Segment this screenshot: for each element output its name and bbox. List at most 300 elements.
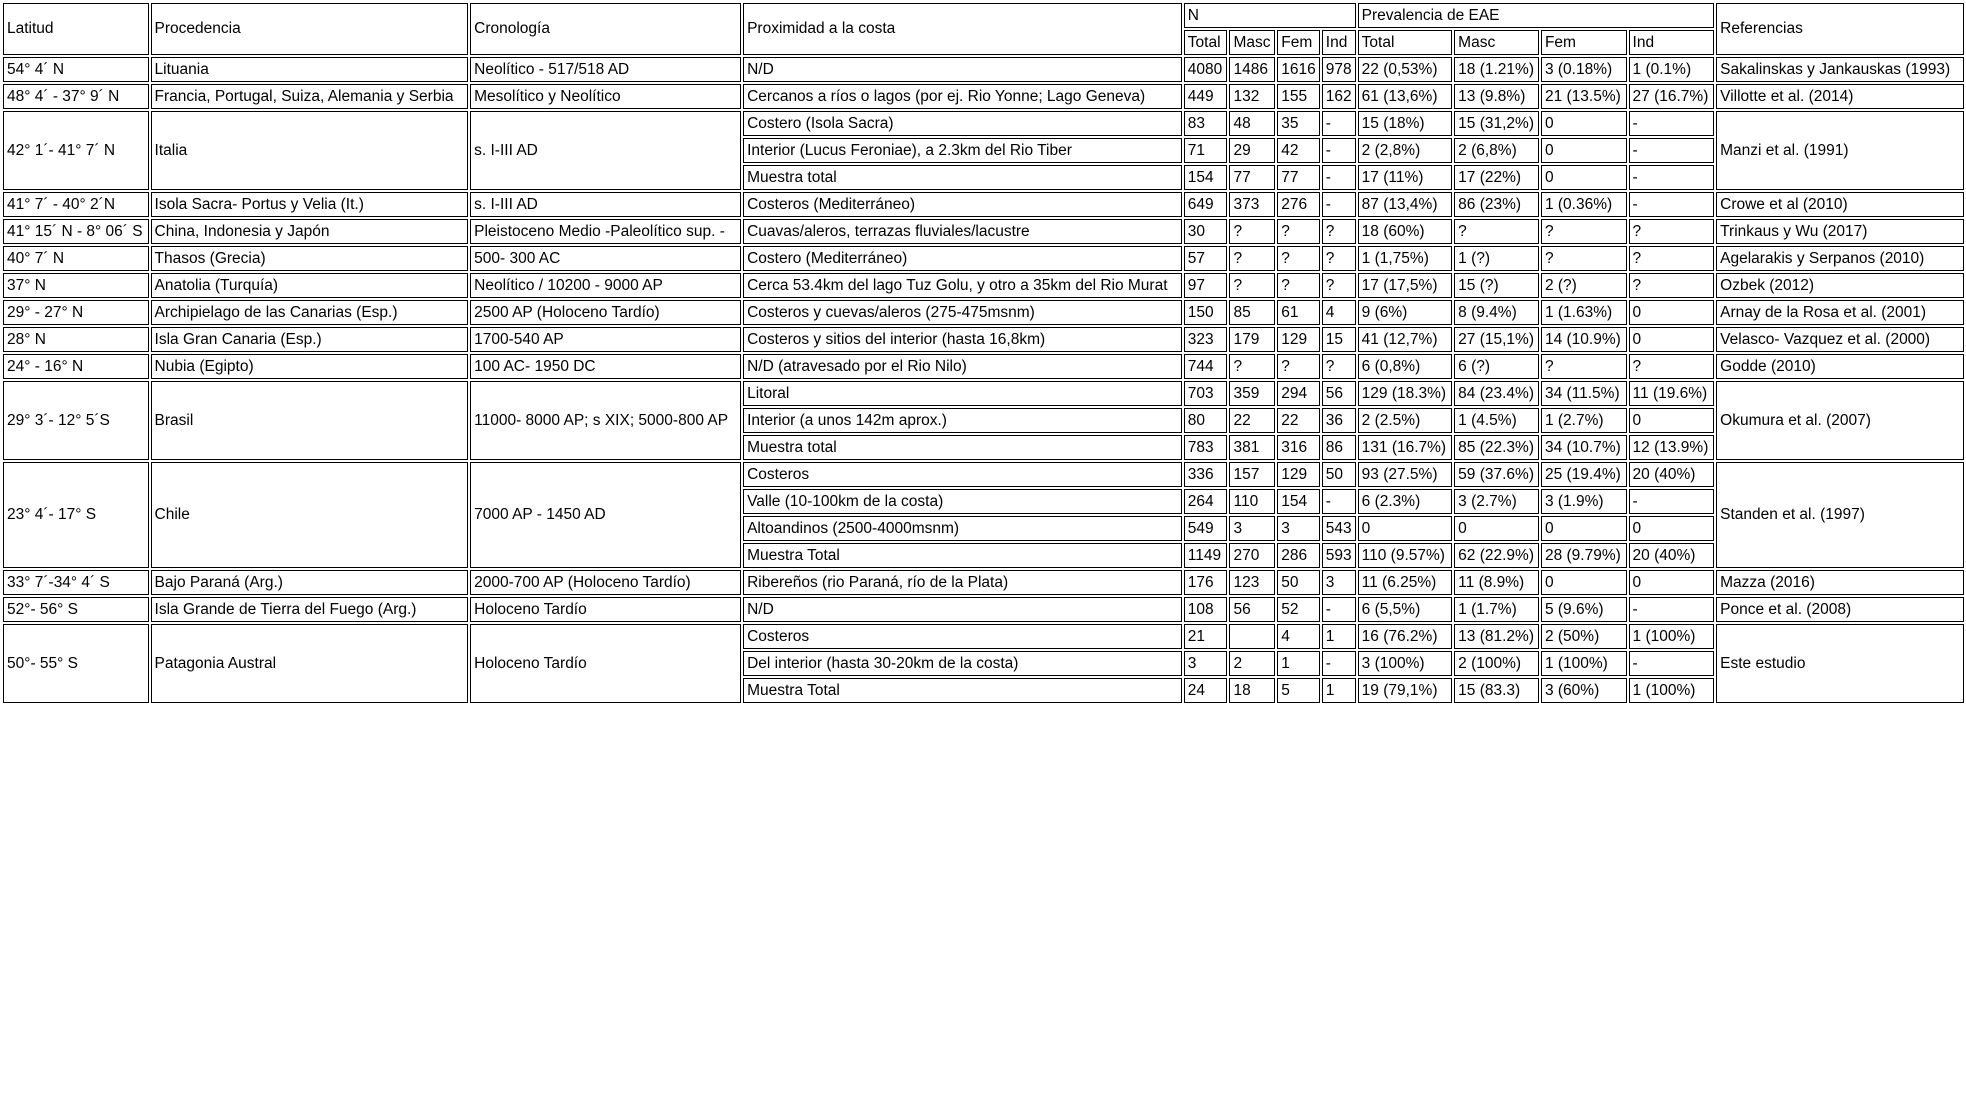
cell-n-masc: 56 <box>1229 597 1275 622</box>
cell-prev-total: 2 (2.5%) <box>1358 408 1453 433</box>
cell-proximidad: Muestra Total <box>743 543 1182 568</box>
cell-n-ind: 1 <box>1322 678 1356 703</box>
cell-n-ind: 543 <box>1322 516 1356 541</box>
subheader-prev-total: Total <box>1358 30 1453 55</box>
cell-prev-total: 9 (6%) <box>1358 300 1453 325</box>
data-table <box>1 1 1966 705</box>
cell-referencia: Arnay de la Rosa et al. (2001) <box>1716 300 1964 325</box>
table-row <box>3 381 1964 406</box>
cell-latitud: 28° N <box>3 327 149 352</box>
cell-n-masc: 179 <box>1229 327 1275 352</box>
cell-n-masc: 85 <box>1229 300 1275 325</box>
cell-n-masc: 1486 <box>1229 57 1275 82</box>
header-procedencia: Procedencia <box>151 3 469 55</box>
cell-proximidad: Litoral <box>743 381 1182 406</box>
cell-n-fem: 5 <box>1277 678 1319 703</box>
cell-n-masc: 18 <box>1229 678 1275 703</box>
cell-prev-fem: 2 (50%) <box>1541 624 1627 649</box>
cell-latitud: 33° 7´-34° 4´ S <box>3 570 149 595</box>
cell-n-fem: 4 <box>1277 624 1319 649</box>
table-row <box>3 219 1964 244</box>
cell-n-fem: 1 <box>1277 651 1319 676</box>
cell-n-masc: 48 <box>1229 111 1275 136</box>
cell-n-ind: 50 <box>1322 462 1356 487</box>
cell-prev-masc: 13 (9.8%) <box>1454 84 1539 109</box>
cell-proximidad: Interior (a unos 142m aprox.) <box>743 408 1182 433</box>
table-row <box>3 273 1964 298</box>
cell-prev-fem: 34 (11.5%) <box>1541 381 1627 406</box>
table-row <box>3 192 1964 217</box>
cell-prev-fem: 14 (10.9%) <box>1541 327 1627 352</box>
table-row <box>3 327 1964 352</box>
cell-proximidad: Cerca 53.4km del lago Tuz Golu, y otro a 35km del Rio Murat <box>743 273 1182 298</box>
cell-n-ind: 36 <box>1322 408 1356 433</box>
cell-prev-total: 0 <box>1358 516 1453 541</box>
cell-proximidad: Costero (Isola Sacra) <box>743 111 1182 136</box>
cell-n-masc: 270 <box>1229 543 1275 568</box>
cell-procedencia: Thasos (Grecia) <box>151 246 469 271</box>
cell-prev-ind: 20 (40%) <box>1629 462 1715 487</box>
cell-prev-total: 61 (13,6%) <box>1358 84 1453 109</box>
cell-prev-ind: 11 (19.6%) <box>1629 381 1715 406</box>
cell-n-fem: 61 <box>1277 300 1319 325</box>
cell-prev-total: 1 (1,75%) <box>1358 246 1453 271</box>
cell-prev-ind: 20 (40%) <box>1629 543 1715 568</box>
cell-prev-total: 18 (60%) <box>1358 219 1453 244</box>
cell-prev-total: 41 (12,7%) <box>1358 327 1453 352</box>
header-proximidad: Proximidad a la costa <box>743 3 1182 55</box>
cell-referencia: Mazza (2016) <box>1716 570 1964 595</box>
cell-n-ind: 3 <box>1322 570 1356 595</box>
cell-proximidad: Cercanos a ríos o lagos (por ej. Rio Yonne; Lago Geneva) <box>743 84 1182 109</box>
cell-cronologia: s. I-III AD <box>470 111 741 190</box>
cell-prev-ind: 0 <box>1629 570 1715 595</box>
cell-n-fem: 129 <box>1277 462 1319 487</box>
cell-n-total: 71 <box>1184 138 1228 163</box>
cell-n-fem: 77 <box>1277 165 1319 190</box>
cell-procedencia: Italia <box>151 111 469 190</box>
cell-prev-ind: - <box>1629 489 1715 514</box>
header-latitud: Latitud <box>3 3 149 55</box>
cell-latitud: 24° - 16° N <box>3 354 149 379</box>
cell-prev-masc: 1 (?) <box>1454 246 1539 271</box>
cell-prev-ind: 1 (100%) <box>1629 678 1715 703</box>
cell-n-masc: 373 <box>1229 192 1275 217</box>
cell-referencia: Villotte et al. (2014) <box>1716 84 1964 109</box>
cell-latitud: 48° 4´ - 37° 9´ N <box>3 84 149 109</box>
cell-prev-fem: 21 (13.5%) <box>1541 84 1627 109</box>
cell-n-total: 1149 <box>1184 543 1228 568</box>
cell-prev-total: 87 (13,4%) <box>1358 192 1453 217</box>
cell-prev-ind: 1 (0.1%) <box>1629 57 1715 82</box>
cell-prev-ind: - <box>1629 111 1715 136</box>
cell-procedencia: Francia, Portugal, Suiza, Alemania y Serbia <box>151 84 469 109</box>
cell-n-total: 176 <box>1184 570 1228 595</box>
cell-prev-ind: 27 (16.7%) <box>1629 84 1715 109</box>
cell-prev-masc: 86 (23%) <box>1454 192 1539 217</box>
cell-referencia: Godde (2010) <box>1716 354 1964 379</box>
cell-n-ind: - <box>1322 111 1356 136</box>
cell-prev-total: 19 (79,1%) <box>1358 678 1453 703</box>
cell-prev-total: 17 (11%) <box>1358 165 1453 190</box>
table-row <box>3 111 1964 136</box>
cell-prev-ind: 0 <box>1629 516 1715 541</box>
cell-prev-masc: 11 (8.9%) <box>1454 570 1539 595</box>
cell-n-ind: ? <box>1322 273 1356 298</box>
cell-prev-total: 17 (17,5%) <box>1358 273 1453 298</box>
cell-prev-ind: ? <box>1629 354 1715 379</box>
subheader-prev-ind: Ind <box>1629 30 1715 55</box>
cell-proximidad: Muestra total <box>743 165 1182 190</box>
cell-procedencia: Nubia (Egipto) <box>151 354 469 379</box>
cell-prev-fem: 1 (1.63%) <box>1541 300 1627 325</box>
header-prevalencia: Prevalencia de EAE <box>1358 3 1714 28</box>
cell-n-ind: 162 <box>1322 84 1356 109</box>
cell-prev-masc: 85 (22.3%) <box>1454 435 1539 460</box>
cell-prev-ind: 0 <box>1629 300 1715 325</box>
cell-proximidad: Ribereños (rio Paraná, río de la Plata) <box>743 570 1182 595</box>
cell-latitud: 41° 15´ N - 8° 06´ S <box>3 219 149 244</box>
cell-n-total: 97 <box>1184 273 1228 298</box>
cell-prev-masc: 1 (1.7%) <box>1454 597 1539 622</box>
cell-n-masc: ? <box>1229 219 1275 244</box>
cell-cronologia: Pleistoceno Medio -Paleolítico sup. - <box>470 219 741 244</box>
cell-prev-ind: - <box>1629 597 1715 622</box>
cell-prev-masc: 2 (6,8%) <box>1454 138 1539 163</box>
cell-latitud: 41° 7´ - 40° 2´N <box>3 192 149 217</box>
cell-cronologia: 11000- 8000 AP; s XIX; 5000-800 AP <box>470 381 741 460</box>
cell-latitud: 54° 4´ N <box>3 57 149 82</box>
table-row <box>3 57 1964 82</box>
cell-latitud: 23° 4´- 17° S <box>3 462 149 568</box>
cell-cronologia: 500- 300 AC <box>470 246 741 271</box>
cell-n-total: 80 <box>1184 408 1228 433</box>
cell-proximidad: Altoandinos (2500-4000msnm) <box>743 516 1182 541</box>
table-row <box>3 84 1964 109</box>
table-row <box>3 570 1964 595</box>
cell-prev-fem: 0 <box>1541 111 1627 136</box>
table-row <box>3 354 1964 379</box>
cell-prev-masc: 84 (23.4%) <box>1454 381 1539 406</box>
cell-proximidad: Cuavas/aleros, terrazas fluviales/lacustre <box>743 219 1182 244</box>
cell-procedencia: Isla Grande de Tierra del Fuego (Arg.) <box>151 597 469 622</box>
cell-n-total: 57 <box>1184 246 1228 271</box>
table-row <box>3 246 1964 271</box>
cell-n-ind: 593 <box>1322 543 1356 568</box>
cell-prev-fem: 0 <box>1541 516 1627 541</box>
cell-prev-fem: 1 (2.7%) <box>1541 408 1627 433</box>
cell-n-total: 154 <box>1184 165 1228 190</box>
cell-n-fem: 1616 <box>1277 57 1319 82</box>
cell-prev-ind: - <box>1629 192 1715 217</box>
cell-n-fem: ? <box>1277 354 1319 379</box>
cell-prev-masc: 2 (100%) <box>1454 651 1539 676</box>
cell-prev-fem: ? <box>1541 219 1627 244</box>
cell-referencia: Este estudio <box>1716 624 1964 703</box>
cell-proximidad: N/D (atravesado por el Rio Nilo) <box>743 354 1182 379</box>
cell-latitud: 50°- 55° S <box>3 624 149 703</box>
cell-referencia: Agelarakis y Serpanos (2010) <box>1716 246 1964 271</box>
cell-proximidad: Costeros y cuevas/aleros (275-475msnm) <box>743 300 1182 325</box>
cell-proximidad: Interior (Lucus Feroniae), a 2.3km del Rio Tiber <box>743 138 1182 163</box>
cell-n-total: 83 <box>1184 111 1228 136</box>
cell-n-fem: ? <box>1277 273 1319 298</box>
cell-n-masc: 77 <box>1229 165 1275 190</box>
cell-prev-fem: 5 (9.6%) <box>1541 597 1627 622</box>
cell-latitud: 29° 3´- 12° 5´S <box>3 381 149 460</box>
cell-procedencia: Isola Sacra- Portus y Velia (It.) <box>151 192 469 217</box>
cell-n-fem: 50 <box>1277 570 1319 595</box>
table-row <box>3 300 1964 325</box>
subheader-n-fem: Fem <box>1277 30 1319 55</box>
cell-n-masc: 29 <box>1229 138 1275 163</box>
cell-n-total: 336 <box>1184 462 1228 487</box>
cell-proximidad: Valle (10-100km de la costa) <box>743 489 1182 514</box>
cell-procedencia: Patagonia Austral <box>151 624 469 703</box>
cell-procedencia: Bajo Paraná (Arg.) <box>151 570 469 595</box>
cell-n-total: 108 <box>1184 597 1228 622</box>
cell-n-masc: 157 <box>1229 462 1275 487</box>
cell-proximidad: Costeros <box>743 624 1182 649</box>
cell-prev-fem: ? <box>1541 354 1627 379</box>
cell-prev-masc: 15 (83.3) <box>1454 678 1539 703</box>
subheader-prev-masc: Masc <box>1454 30 1539 55</box>
cell-n-ind: 15 <box>1322 327 1356 352</box>
cell-latitud: 52°- 56° S <box>3 597 149 622</box>
cell-n-total: 783 <box>1184 435 1228 460</box>
cell-prev-total: 11 (6.25%) <box>1358 570 1453 595</box>
cell-n-ind: - <box>1322 651 1356 676</box>
cell-prev-masc: 3 (2.7%) <box>1454 489 1539 514</box>
cell-n-total: 30 <box>1184 219 1228 244</box>
cell-n-total: 21 <box>1184 624 1228 649</box>
cell-n-fem: 276 <box>1277 192 1319 217</box>
cell-prev-ind: 0 <box>1629 408 1715 433</box>
cell-prev-total: 2 (2,8%) <box>1358 138 1453 163</box>
cell-prev-ind: - <box>1629 138 1715 163</box>
cell-n-fem: 3 <box>1277 516 1319 541</box>
cell-prev-fem: 2 (?) <box>1541 273 1627 298</box>
cell-prev-fem: ? <box>1541 246 1627 271</box>
cell-n-ind: - <box>1322 597 1356 622</box>
cell-n-masc: 110 <box>1229 489 1275 514</box>
cell-cronologia: Neolítico / 10200 - 9000 AP <box>470 273 741 298</box>
cell-proximidad: Costeros y sitios del interior (hasta 16,8km) <box>743 327 1182 352</box>
cell-prev-total: 131 (16.7%) <box>1358 435 1453 460</box>
header-n: N <box>1184 3 1356 28</box>
cell-prev-masc: 17 (22%) <box>1454 165 1539 190</box>
cell-cronologia: 7000 AP - 1450 AD <box>470 462 741 568</box>
cell-n-masc: ? <box>1229 354 1275 379</box>
table-row <box>3 462 1964 487</box>
cell-prev-total: 6 (2.3%) <box>1358 489 1453 514</box>
cell-prev-masc: 6 (?) <box>1454 354 1539 379</box>
cell-referencia: Velasco- Vazquez et al. (2000) <box>1716 327 1964 352</box>
cell-cronologia: 2500 AP (Holoceno Tardío) <box>470 300 741 325</box>
cell-n-ind: - <box>1322 138 1356 163</box>
cell-proximidad: Muestra Total <box>743 678 1182 703</box>
cell-latitud: 37° N <box>3 273 149 298</box>
cell-n-masc: 381 <box>1229 435 1275 460</box>
cell-cronologia: 1700-540 AP <box>470 327 741 352</box>
cell-prev-fem: 0 <box>1541 165 1627 190</box>
cell-prev-fem: 25 (19.4%) <box>1541 462 1627 487</box>
cell-n-fem: ? <box>1277 219 1319 244</box>
cell-referencia: Okumura et al. (2007) <box>1716 381 1964 460</box>
cell-cronologia: Neolítico - 517/518 AD <box>470 57 741 82</box>
cell-prev-ind: ? <box>1629 219 1715 244</box>
cell-prev-fem: 34 (10.7%) <box>1541 435 1627 460</box>
cell-n-fem: 294 <box>1277 381 1319 406</box>
cell-n-total: 24 <box>1184 678 1228 703</box>
cell-n-masc: 132 <box>1229 84 1275 109</box>
cell-procedencia: Lituania <box>151 57 469 82</box>
cell-n-fem: 52 <box>1277 597 1319 622</box>
cell-prev-fem: 3 (0.18%) <box>1541 57 1627 82</box>
table-row <box>3 624 1964 649</box>
cell-referencia: Standen et al. (1997) <box>1716 462 1964 568</box>
cell-n-ind: - <box>1322 192 1356 217</box>
cell-prev-fem: 0 <box>1541 138 1627 163</box>
cell-n-masc: ? <box>1229 273 1275 298</box>
cell-prev-fem: 3 (1.9%) <box>1541 489 1627 514</box>
cell-referencia: Manzi et al. (1991) <box>1716 111 1964 190</box>
cell-n-fem: 154 <box>1277 489 1319 514</box>
cell-n-total: 323 <box>1184 327 1228 352</box>
cell-n-ind: 4 <box>1322 300 1356 325</box>
cell-n-fem: 22 <box>1277 408 1319 433</box>
cell-cronologia: Holoceno Tardío <box>470 597 741 622</box>
cell-n-masc: 3 <box>1229 516 1275 541</box>
cell-procedencia: Archipielago de las Canarias (Esp.) <box>151 300 469 325</box>
subheader-prev-fem: Fem <box>1541 30 1627 55</box>
cell-referencia: Ponce et al. (2008) <box>1716 597 1964 622</box>
cell-n-ind: 86 <box>1322 435 1356 460</box>
cell-n-total: 3 <box>1184 651 1228 676</box>
cell-latitud: 29° - 27° N <box>3 300 149 325</box>
cell-cronologia: 2000-700 AP (Holoceno Tardío) <box>470 570 741 595</box>
cell-prev-masc: 27 (15,1%) <box>1454 327 1539 352</box>
cell-n-total: 4080 <box>1184 57 1228 82</box>
cell-cronologia: 100 AC- 1950 DC <box>470 354 741 379</box>
cell-procedencia: Anatolia (Turquía) <box>151 273 469 298</box>
cell-prev-ind: 0 <box>1629 327 1715 352</box>
cell-proximidad: Del interior (hasta 30-20km de la costa) <box>743 651 1182 676</box>
cell-proximidad: Costeros (Mediterráneo) <box>743 192 1182 217</box>
cell-prev-total: 93 (27.5%) <box>1358 462 1453 487</box>
cell-prev-fem: 3 (60%) <box>1541 678 1627 703</box>
cell-proximidad: Costeros <box>743 462 1182 487</box>
cell-prev-total: 16 (76.2%) <box>1358 624 1453 649</box>
cell-cronologia: s. I-III AD <box>470 192 741 217</box>
cell-n-total: 549 <box>1184 516 1228 541</box>
cell-prev-fem: 28 (9.79%) <box>1541 543 1627 568</box>
cell-n-masc: 2 <box>1229 651 1275 676</box>
cell-n-masc: 22 <box>1229 408 1275 433</box>
cell-referencia: Sakalinskas y Jankauskas (1993) <box>1716 57 1964 82</box>
cell-n-ind: - <box>1322 489 1356 514</box>
cell-prev-fem: 0 <box>1541 570 1627 595</box>
cell-latitud: 40° 7´ N <box>3 246 149 271</box>
cell-proximidad: Muestra total <box>743 435 1182 460</box>
cell-prev-total: 6 (0,8%) <box>1358 354 1453 379</box>
cell-n-fem: 35 <box>1277 111 1319 136</box>
cell-n-fem: 155 <box>1277 84 1319 109</box>
cell-prev-total: 3 (100%) <box>1358 651 1453 676</box>
cell-n-ind: ? <box>1322 354 1356 379</box>
subheader-n-masc: Masc <box>1229 30 1275 55</box>
cell-n-ind: ? <box>1322 246 1356 271</box>
cell-procedencia: China, Indonesia y Japón <box>151 219 469 244</box>
cell-n-total: 703 <box>1184 381 1228 406</box>
cell-n-total: 449 <box>1184 84 1228 109</box>
cell-procedencia: Brasil <box>151 381 469 460</box>
cell-prev-total: 15 (18%) <box>1358 111 1453 136</box>
cell-n-total: 649 <box>1184 192 1228 217</box>
cell-referencia: Trinkaus y Wu (2017) <box>1716 219 1964 244</box>
cell-n-fem: 286 <box>1277 543 1319 568</box>
cell-prev-total: 110 (9.57%) <box>1358 543 1453 568</box>
cell-proximidad: Costero (Mediterráneo) <box>743 246 1182 271</box>
cell-n-fem: 316 <box>1277 435 1319 460</box>
cell-referencia: Crowe et al (2010) <box>1716 192 1964 217</box>
cell-prev-total: 22 (0,53%) <box>1358 57 1453 82</box>
header-cronologia: Cronología <box>470 3 741 55</box>
cell-prev-ind: 1 (100%) <box>1629 624 1715 649</box>
cell-n-ind: - <box>1322 165 1356 190</box>
cell-n-ind: 978 <box>1322 57 1356 82</box>
cell-n-ind: ? <box>1322 219 1356 244</box>
header-referencias: Referencias <box>1716 3 1964 55</box>
cell-cronologia: Holoceno Tardío <box>470 624 741 703</box>
cell-procedencia: Chile <box>151 462 469 568</box>
cell-procedencia: Isla Gran Canaria (Esp.) <box>151 327 469 352</box>
cell-cronologia: Mesolítico y Neolítico <box>470 84 741 109</box>
cell-referencia: Ozbek (2012) <box>1716 273 1964 298</box>
cell-prev-masc: 15 (31,2%) <box>1454 111 1539 136</box>
table-row <box>3 597 1964 622</box>
cell-n-masc: ? <box>1229 246 1275 271</box>
cell-prev-masc: 0 <box>1454 516 1539 541</box>
cell-n-masc: 123 <box>1229 570 1275 595</box>
cell-n-fem: 42 <box>1277 138 1319 163</box>
cell-proximidad: N/D <box>743 597 1182 622</box>
cell-n-total: 264 <box>1184 489 1228 514</box>
cell-n-ind: 56 <box>1322 381 1356 406</box>
cell-prev-masc: 13 (81.2%) <box>1454 624 1539 649</box>
cell-prev-fem: 1 (0.36%) <box>1541 192 1627 217</box>
cell-latitud: 42° 1´- 41° 7´ N <box>3 111 149 190</box>
cell-prev-masc: 15 (?) <box>1454 273 1539 298</box>
subheader-n-total: Total <box>1184 30 1228 55</box>
cell-n-fem: ? <box>1277 246 1319 271</box>
cell-proximidad: N/D <box>743 57 1182 82</box>
cell-prev-masc: 18 (1.21%) <box>1454 57 1539 82</box>
cell-prev-masc: 62 (22.9%) <box>1454 543 1539 568</box>
cell-n-ind: 1 <box>1322 624 1356 649</box>
cell-prev-ind: - <box>1629 651 1715 676</box>
cell-n-total: 744 <box>1184 354 1228 379</box>
cell-prev-ind: ? <box>1629 246 1715 271</box>
cell-prev-ind: - <box>1629 165 1715 190</box>
cell-prev-masc: 1 (4.5%) <box>1454 408 1539 433</box>
subheader-n-ind: Ind <box>1322 30 1356 55</box>
cell-prev-total: 129 (18.3%) <box>1358 381 1453 406</box>
cell-prev-total: 6 (5,5%) <box>1358 597 1453 622</box>
cell-prev-ind: ? <box>1629 273 1715 298</box>
cell-n-masc <box>1229 624 1275 649</box>
cell-n-fem: 129 <box>1277 327 1319 352</box>
